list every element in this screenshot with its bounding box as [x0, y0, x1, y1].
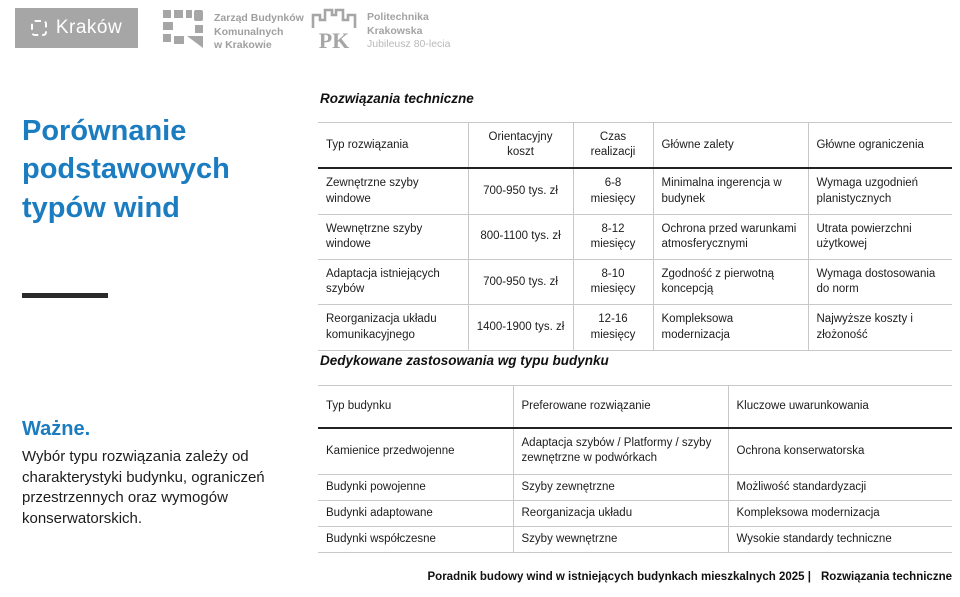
- table-cell: Ochrona konserwatorska: [728, 428, 952, 474]
- table-cell: Budynki współczesne: [318, 526, 513, 552]
- table-cell: 800-1100 tys. zł: [468, 214, 573, 259]
- zbk-text-line3: w Krakowie: [214, 39, 272, 52]
- table-row: [318, 305, 952, 350]
- table-cell: 8-10 miesięcy: [573, 260, 653, 305]
- logo-zbk: [163, 10, 304, 53]
- header-cell: Główne zalety: [653, 123, 808, 169]
- table-cell: 12-16 miesięcy: [573, 305, 653, 350]
- logo-krakow: [15, 8, 138, 48]
- header-cell: Preferowane rozwiązanie: [513, 386, 728, 429]
- svg-text:PK: PK: [318, 28, 350, 51]
- section-title-applications: Dedykowane zastosowania wg typu budynku: [320, 353, 609, 368]
- header-cell: Typ rozwiązania: [318, 123, 468, 169]
- logo-pk-label: [367, 7, 450, 52]
- zbk-text-line1: Zarząd Budynków: [214, 12, 304, 24]
- logo-pk: [311, 7, 450, 52]
- table-cell: Szyby zewnętrzne: [513, 474, 728, 500]
- important-heading: Ważne.: [22, 418, 91, 440]
- table-header-row: [318, 386, 952, 429]
- table-cell: Najwyższe koszty i złożoność: [808, 305, 952, 350]
- krakow-dashed-square-icon: [31, 20, 47, 36]
- table-cell: 1400-1900 tys. zł: [468, 305, 573, 350]
- table-cell: Adaptacja szybów / Platformy / szyby zewnętrzne w podwórkach: [513, 428, 728, 474]
- zbk-blocks-icon: [163, 10, 203, 48]
- table-cell: 8-12 miesięcy: [573, 214, 653, 259]
- table-cell: 700-950 tys. zł: [468, 260, 573, 305]
- table-cell: Minimalna ingerencja w budynek: [653, 168, 808, 214]
- table-cell: Kamienice przedwojenne: [318, 428, 513, 474]
- title-rule: [22, 293, 108, 298]
- page-title: Porównanie podstawowych typów wind: [22, 115, 230, 224]
- important-text: Wybór typu rozwiązania zależy od charakterystyki budynku, ograniczeń przestrzennych oraz wymogów konserwatorskich.: [22, 448, 265, 527]
- section-title-technical: Rozwiązania techniczne: [320, 91, 474, 106]
- logo-zbk-label: [214, 10, 304, 53]
- header-cell: Kluczowe uwarunkowania: [728, 386, 952, 429]
- pk-name-line1: Politechnika: [367, 11, 429, 23]
- table-row: [318, 474, 952, 500]
- table-cell: Budynki powojenne: [318, 474, 513, 500]
- table-row: [318, 260, 952, 305]
- header-cell: Czas realizacji: [573, 123, 653, 169]
- table-cell: Wymaga uzgodnień planistycznych: [808, 168, 952, 214]
- table-row: [318, 500, 952, 526]
- pk-jubilee-line: Jubileusz 80-lecia: [367, 38, 451, 51]
- table-cell: Wymaga dostosowania do norm: [808, 260, 952, 305]
- table-row: [318, 168, 952, 214]
- table-cell: Reorganizacja układu: [513, 500, 728, 526]
- header-cell: Orientacyjny koszt: [468, 123, 573, 169]
- footer-source: Poradnik budowy wind w istniejących budynkach mieszkalnych 2025 |: [427, 571, 811, 583]
- table-row: [318, 214, 952, 259]
- table-cell: Wysokie standardy techniczne: [728, 526, 952, 552]
- footer-section: Rozwiązania techniczne: [820, 571, 952, 583]
- table-cell: Szyby wewnętrzne: [513, 526, 728, 552]
- table-cell: Zewnętrzne szyby windowe: [318, 168, 468, 214]
- table-cell: 6-8 miesięcy: [573, 168, 653, 214]
- pk-name-line2: Krakowska: [367, 24, 423, 37]
- header-cell: Główne ograniczenia: [808, 123, 952, 169]
- zbk-text-line2: Komunalnych: [214, 25, 284, 38]
- table-cell: Ochrona przed warunkami atmosferycznymi: [653, 214, 808, 259]
- table-cell: Kompleksowa modernizacja: [728, 500, 952, 526]
- table-cell: Utrata powierzchni użytkowej: [808, 214, 952, 259]
- table-cell: Kompleksowa modernizacja: [653, 305, 808, 350]
- table-cell: Reorganizacja układu komunikacyjnego: [318, 305, 468, 350]
- table-cell: 700-950 tys. zł: [468, 168, 573, 214]
- table-row: [318, 428, 952, 474]
- table-cell: Budynki adaptowane: [318, 500, 513, 526]
- technical-table: [318, 122, 952, 351]
- table-cell: Wewnętrzne szyby windowe: [318, 214, 468, 259]
- table-header-row: [318, 123, 952, 169]
- header-cell: Typ budynku: [318, 386, 513, 429]
- table-row: [318, 526, 952, 552]
- pk-castle-emblem-icon: [311, 7, 357, 51]
- footer: [428, 571, 953, 583]
- logo-krakow-label: Kraków: [55, 17, 123, 38]
- table-cell: Adaptacja istniejących szybów: [318, 260, 468, 305]
- table-cell: Zgodność z pierwotną koncepcją: [653, 260, 808, 305]
- table-cell: Możliwość standardyzacji: [728, 474, 952, 500]
- applications-table: [318, 385, 952, 553]
